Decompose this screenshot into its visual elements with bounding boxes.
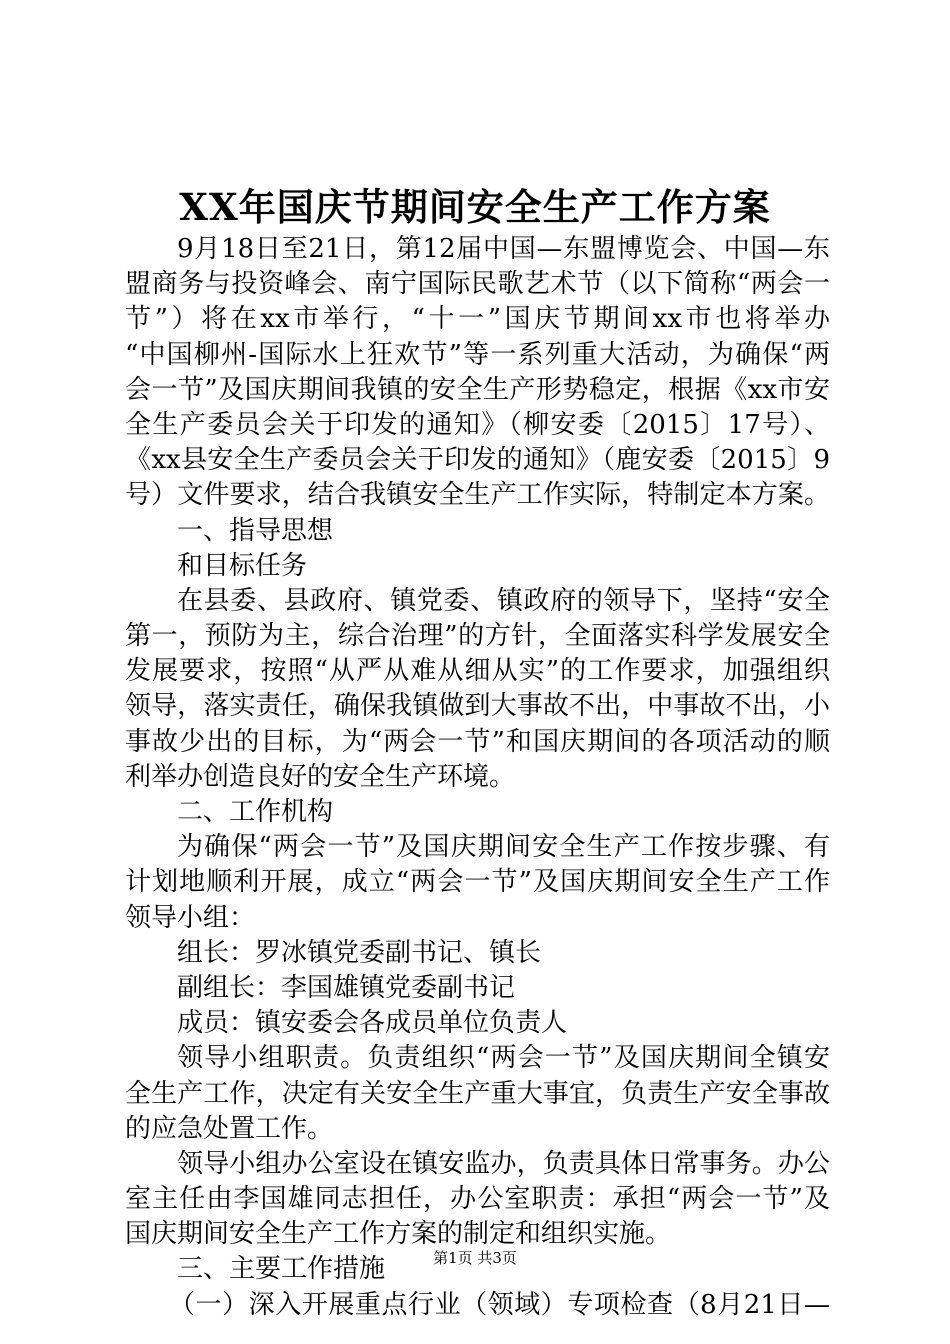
section-heading-2: 二、工作机构: [177, 797, 334, 827]
text-line-16: 利举办创造良好的安全生产环境。: [125, 761, 516, 792]
text-line-5: 会一节”及国庆期间我镇的安全生产形势稳定，根据《xx市安: [125, 374, 830, 405]
text-line-14: 领导，落实责任，确保我镇做到大事故不出，中事故不出，小: [125, 691, 830, 722]
page-footer: 第1页 共3页: [433, 1249, 517, 1267]
document-title: XX年国庆节期间安全生产工作方案: [179, 185, 771, 229]
text-line-3: 节”）将在xx市举行，“十一”国庆节期间xx市也将举办: [125, 304, 830, 335]
text-line-28: 室主任由李国雄同志担任，办公室职责：承担“两会一节”及: [125, 1184, 830, 1215]
text-line-27: 领导小组办公室设在镇安监办，负责具体日常事务。办公: [177, 1148, 830, 1179]
text-line-2: 盟商务与投资峰会、南宁国际民歌艺术节（以下简称“两会一: [125, 269, 830, 300]
leader-line: 组长：罗冰镇党委副书记、镇长: [177, 937, 542, 968]
text-line-25: 全生产工作，决定有关安全生产重大事宜，负责生产安全事故: [125, 1078, 830, 1109]
text-line-29: 国庆期间安全生产工作方案的制定和组织实施。: [125, 1219, 672, 1250]
text-line-13: 发展要求，按照“从严从难从细从实”的工作要求，加强组织: [125, 656, 830, 687]
subsection-heading-1: （一）深入开展重点行业（领域）专项检查（8月21日—: [169, 1289, 830, 1320]
members-line: 成员：镇安委会各成员单位负责人: [177, 1008, 568, 1039]
deputy-leader-line: 副组长：李国雄镇党委副书记: [177, 972, 516, 1003]
text-line-20: 领导小组：: [125, 902, 256, 933]
text-line-8: 号）文件要求，结合我镇安全生产工作实际，特制定本方案。: [125, 480, 830, 511]
text-line-11: 在县委、县政府、镇党委、镇政府的领导下，坚持“安全: [177, 585, 830, 616]
text-line-15: 事故少出的目标，为“两会一节”和国庆期间的各项活动的顺: [125, 726, 830, 757]
text-line-24: 领导小组职责。负责组织“两会一节”及国庆期间全镇安: [177, 1043, 830, 1074]
text-line-12: 第一，预防为主，综合治理”的方针，全面落实科学发展安全: [125, 621, 830, 652]
section-heading-3: 三、主要工作措施: [177, 1254, 386, 1285]
section-heading-1-cont: 和目标任务: [177, 550, 308, 581]
text-line-18: 为确保“两会一节”及国庆期间安全生产工作按步骤、有: [177, 832, 830, 863]
text-line-26: 的应急处置工作。: [125, 1113, 334, 1144]
text-line-7: 《xx县安全生产委员会关于印发的通知》（鹿安委〔2015〕9: [125, 445, 830, 476]
text-line-4: “中国柳州-国际水上狂欢节”等一系列重大活动，为确保“两: [125, 339, 830, 370]
text-line-6: 全生产委员会关于印发的通知》（柳安委〔2015〕17号）、: [125, 409, 830, 440]
text-line-1: 9月18日至21日，第12届中国—东盟博览会、中国—东: [177, 234, 830, 264]
document-body: [125, 232, 830, 1323]
section-heading-1: 一、指导思想: [177, 515, 334, 546]
text-line-19: 计划地顺利开展，成立“两会一节”及国庆期间安全生产工作: [125, 867, 830, 898]
